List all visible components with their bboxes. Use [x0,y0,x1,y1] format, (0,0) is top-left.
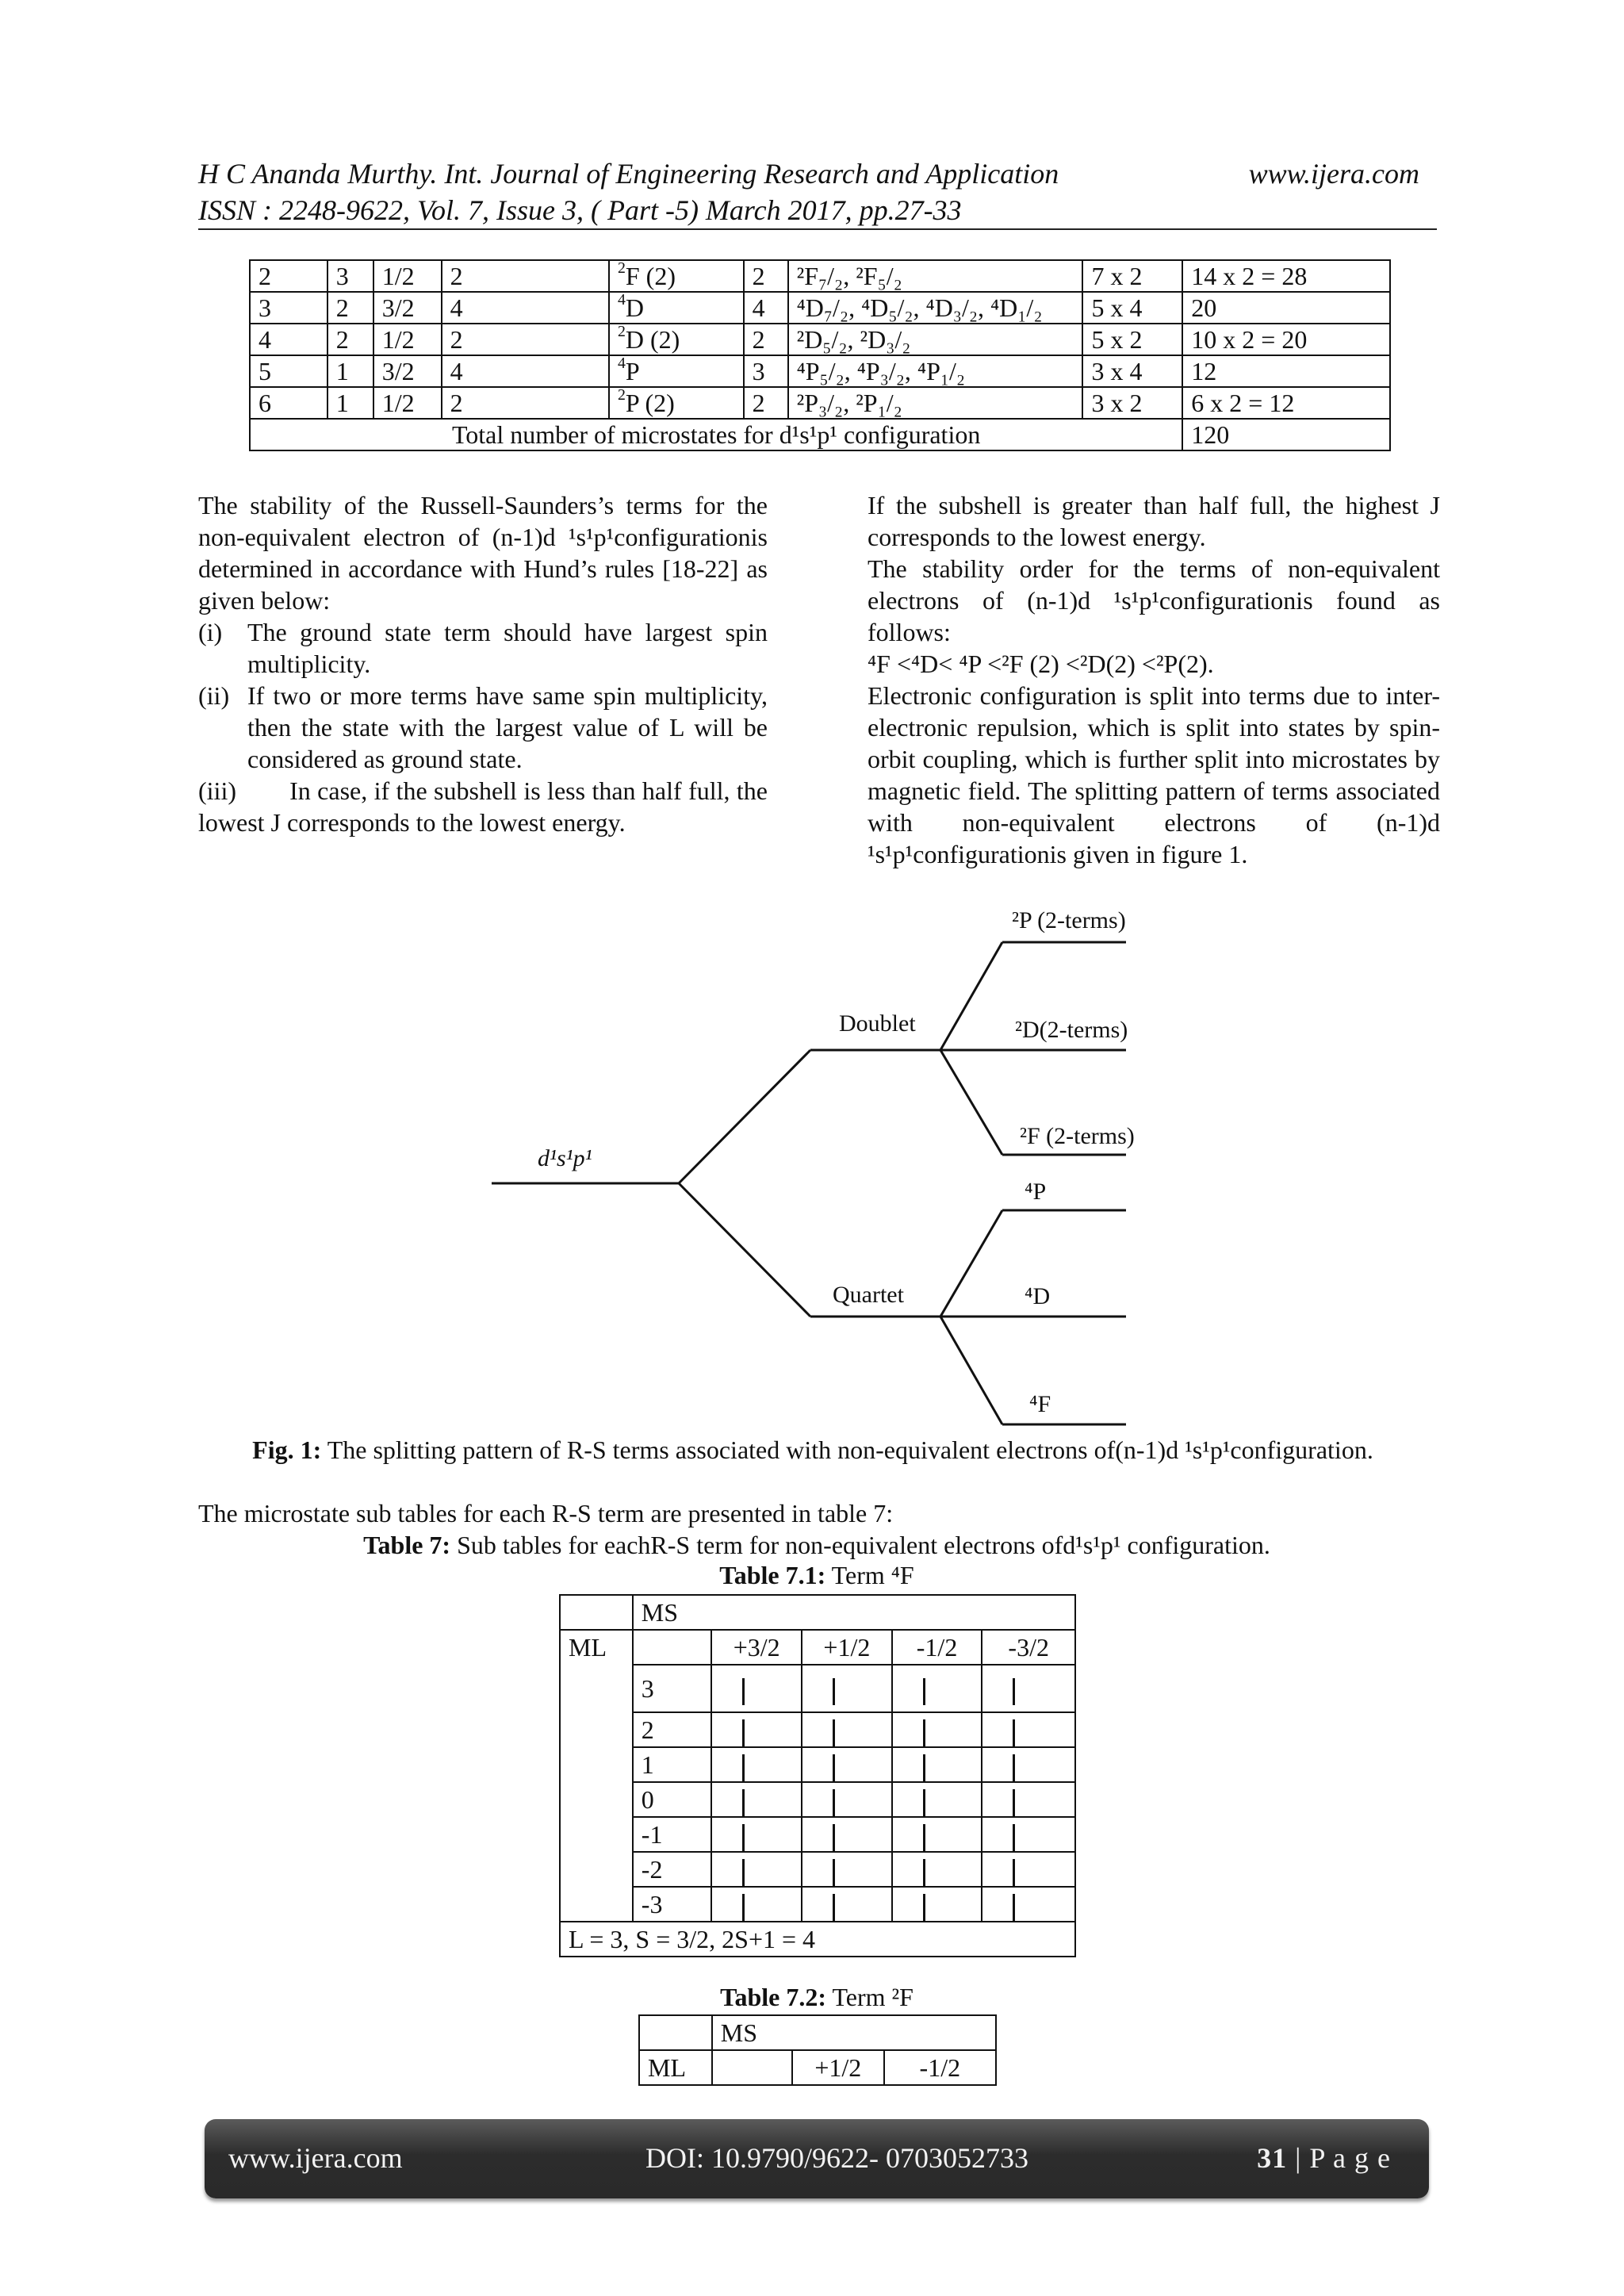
total-label: Total number of microstates for d¹s¹p¹ configuration [250,419,1182,450]
microstate-cell [982,1852,1075,1887]
l-value: 2 [327,324,373,355]
microstate-mark [923,1719,925,1746]
microstate-mark [923,1824,925,1851]
table7-title [198,1529,1435,1561]
page-footer [205,2119,1429,2198]
microstate-mark [1013,1789,1015,1816]
figure-caption-text: The splitting pattern of R-S terms associated with non-equivalent electrons of(n-1)d ¹s¹p¹configuration. [327,1435,1373,1464]
microstate-mark [1013,1824,1015,1851]
table71-row [560,1782,1075,1817]
product: 3 x 4 [1082,355,1182,387]
branch-down [679,1183,810,1317]
table72-corner [639,2015,712,2050]
row-number: 5 [250,355,327,387]
microstate-cell [802,1887,892,1922]
s-value: 1/2 [373,387,442,419]
ml-value: 3 [633,1665,712,1712]
multiplicity: 4 [442,355,609,387]
right-para-3: Electronic configuration is split into terms due to inter-electronic repulsion, which is split into states by spin-orbit coupling, which is further split into microstates by magnetic field. The splitting pattern of terms associated with non-equivalent electrons of (n-1)d ¹s¹p¹configurationis given in figure 1. [868,681,1440,868]
microstates: 6 x 2 = 12 [1182,387,1390,419]
microstate-cell [711,1817,802,1852]
microstate-mark [742,1859,745,1886]
ml-value: 0 [633,1782,712,1817]
term-multiplicity-sup: 4 [617,355,626,373]
term-multiplicity-sup: 2 [617,259,626,278]
ml-value: -2 [633,1852,712,1887]
table7-intro: The microstate sub tables for each R-S term are presented in table 7: [198,1499,894,1527]
quartet-to-4p [940,1210,1002,1317]
microstate-cell [711,1747,802,1782]
microstate-cell [802,1782,892,1817]
hund-rule [198,680,768,775]
journal-website[interactable]: www.ijera.com [1248,158,1419,190]
microstate-cell [982,1887,1075,1922]
microstate-cell [892,1887,982,1922]
multiplicity: 4 [442,292,609,324]
microstate-mark [1013,1719,1015,1746]
table71-footer: L = 3, S = 3/2, 2S+1 = 4 [560,1922,1075,1957]
states: ⁴D₇/₂, ⁴D₅/₂, ⁴D₃/₂, ⁴D₁/₂ [788,292,1083,324]
s-value: 1/2 [373,324,442,355]
microstate-cell [982,1712,1075,1747]
term [609,324,744,355]
table72-ml-label: ML [639,2050,712,2085]
table71-ms-header [633,1595,1075,1630]
microstates: 14 x 2 = 28 [1182,260,1390,292]
figure-caption [159,1434,1467,1466]
table-row [250,260,1390,292]
microstate-cell [711,1665,802,1712]
microstate-mark [923,1754,925,1781]
ms-value: +1/2 [792,2050,884,2085]
ms-value: -1/2 [892,1630,982,1665]
microstates: 12 [1182,355,1390,387]
table7-title-label: Table 7: [363,1531,451,1559]
row-number: 2 [250,260,327,292]
table71-4f [559,1594,1076,1957]
hund-rule-text: If two or more terms have same spin multiplicity, then the state with the largest value of L will be considered as ground state. [247,681,768,773]
figure-caption-label: Fig. 1: [252,1435,322,1464]
table71-row [560,1747,1075,1782]
microstate-cell [892,1665,982,1712]
hund-rule [198,616,768,680]
j-count: 4 [744,292,788,324]
term-symbol: P [625,357,640,385]
term-symbol: F (2) [625,262,676,290]
term [609,260,744,292]
microstate-cell [982,1817,1075,1852]
ml-value: -3 [633,1887,712,1922]
term-4f-label: ⁴F [1029,1391,1051,1417]
product: 7 x 2 [1082,260,1182,292]
total-row [250,419,1390,450]
microstate-mark [742,1894,745,1921]
term-4d-label: ⁴D [1025,1283,1051,1309]
right-para-1: If the subshell is greater than half full, the highest J corresponds to the lowest energy. [868,491,1440,551]
product: 5 x 2 [1082,324,1182,355]
doublet-to-2f [940,1050,1002,1155]
page-number: 31 [1257,2142,1288,2174]
microstate-mark [923,1789,925,1816]
microstate-mark [923,1859,925,1886]
footer-website[interactable]: www.ijera.com [228,2142,403,2174]
s-value: 3/2 [373,292,442,324]
microstate-mark [833,1678,835,1705]
j-count: 2 [744,324,788,355]
microstates: 20 [1182,292,1390,324]
term-2f-label: ²F (2-terms) [1020,1123,1135,1149]
states: ⁴P₅/₂, ⁴P₃/₂, ⁴P₁/₂ [788,355,1083,387]
table72-2f [638,2014,997,2086]
microstate-mark [742,1719,745,1746]
splitting-diagram [0,888,1624,1443]
ml-value: -1 [633,1817,712,1852]
table71-row [560,1887,1075,1922]
term-multiplicity-sup: 4 [617,291,626,309]
hund-rule-text: The ground state term should have largest spin multiplicity. [247,618,768,678]
l-value: 1 [327,355,373,387]
table72-blank-cell [712,2050,792,2085]
table71-blank-cell [633,1630,712,1665]
ms-value: -3/2 [982,1630,1075,1665]
microstate-mark [1013,1754,1015,1781]
microstate-cell [802,1852,892,1887]
s-value: 3/2 [373,355,442,387]
term [609,292,744,324]
states: ²F₇/₂, ²F₅/₂ [788,260,1083,292]
term-2p-label: ²P (2-terms) [1012,907,1126,933]
right-column [868,489,1440,870]
table7-title-text: Sub tables for eachR-S term for non-equivalent electrons ofd¹s¹p¹ configuration. [457,1531,1270,1559]
term-4p-label: ⁴P [1025,1179,1047,1205]
term-2d-label: ²D(2-terms) [1015,1017,1128,1043]
table71-row [560,1712,1075,1747]
microstate-cell [802,1712,892,1747]
hund-rule-number: (ii) [198,681,230,710]
microstate-cell [892,1852,982,1887]
microstate-cell [892,1817,982,1852]
microstate-cell [892,1747,982,1782]
footer-page [1257,2141,1391,2175]
j-count: 2 [744,387,788,419]
doublet-to-2p [940,942,1002,1050]
ml-value: 2 [633,1712,712,1747]
states: ²P₃/₂, ²P₁/₂ [788,387,1083,419]
ms-value: +1/2 [802,1630,892,1665]
left-column [198,489,774,838]
microstate-mark [742,1824,745,1851]
ms-value: +3/2 [711,1630,802,1665]
branch-up [679,1050,810,1183]
table-row [250,355,1390,387]
microstates: 10 x 2 = 20 [1182,324,1390,355]
table71-row [560,1852,1075,1887]
table72-title-label: Table 7.2: [720,1983,827,2011]
j-count: 3 [744,355,788,387]
row-number: 6 [250,387,327,419]
hund-intro: The stability of the Russell-Saunders’s terms for the non-equivalent electron of (n-1)d ¹s¹p¹configurationis determined in accordance with Hund’s rules [18-22] as given below: [198,491,768,615]
row-number: 3 [250,292,327,324]
microstate-mark [833,1719,835,1746]
table-row [250,387,1390,419]
doublet-label: Doublet [839,1010,916,1037]
microstate-cell [802,1665,892,1712]
microstate-mark [923,1678,925,1705]
table71-ms-label: MS [641,1598,679,1627]
root-config-label: d¹s¹p¹ [538,1145,592,1171]
s-value: 1/2 [373,260,442,292]
term-multiplicity-sup: 2 [617,323,626,341]
multiplicity: 2 [442,387,609,419]
ml-value: 1 [633,1747,712,1782]
table71-ms-values-row [560,1630,1075,1665]
microstate-mark [833,1859,835,1886]
microstate-mark [742,1789,745,1816]
quartet-to-4f [940,1317,1002,1424]
issn-line: ISSN : 2248-9622, Vol. 7, Issue 3, ( Part -5) March 2017, pp.27-33 [198,194,962,226]
ms-value: -1/2 [884,2050,996,2085]
product: 5 x 4 [1082,292,1182,324]
stability-order: ⁴F <⁴D< ⁴P <²F (2) <²D(2) <²P(2). [868,650,1214,678]
hund-rule-3: (iii) In case, if the subshell is less than half full, the lowest J corresponds to the lowest energy. [198,776,774,837]
table71-ml-label: ML [560,1630,633,1922]
microstate-cell [711,1887,802,1922]
table-row [250,324,1390,355]
microstate-cell [982,1665,1075,1712]
states: ²D₅/₂, ²D₃/₂ [788,324,1083,355]
microstate-mark [833,1754,835,1781]
table71-corner [560,1595,633,1630]
microstate-cell [711,1852,802,1887]
table71-row [560,1817,1075,1852]
microstate-mark [833,1789,835,1816]
table71-title [198,1559,1435,1591]
microstate-cell [802,1817,892,1852]
table72-title [198,1981,1435,2013]
microstate-mark [1013,1894,1015,1921]
total-value: 120 [1182,419,1390,450]
l-value: 3 [327,260,373,292]
microstate-mark [833,1894,835,1921]
header-rule [198,228,1437,230]
multiplicity: 2 [442,260,609,292]
microstate-cell [982,1782,1075,1817]
microstate-cell [982,1747,1075,1782]
l-value: 2 [327,292,373,324]
table71-row [560,1665,1075,1712]
table71-title-label: Table 7.1: [719,1561,826,1589]
microstate-cell [802,1747,892,1782]
hund-rule-number: (i) [198,618,223,646]
term [609,387,744,419]
term-multiplicity-sup: 2 [617,386,626,404]
table-row [250,292,1390,324]
table72-ms-label: MS [720,2018,758,2047]
microstate-mark [1013,1859,1015,1886]
term-symbol: D [625,293,644,322]
quartet-label: Quartet [833,1282,904,1308]
right-para-2: The stability order for the terms of non-equivalent electrons of (n-1)d ¹s¹p¹configurationis found as follows: [868,554,1440,646]
microstate-mark [833,1824,835,1851]
microstate-mark [1013,1678,1015,1705]
microstate-mark [742,1754,745,1781]
microstate-cell [892,1712,982,1747]
term-symbol: P (2) [625,389,675,417]
table71-title-text: Term ⁴F [831,1561,914,1589]
running-header [198,155,1419,228]
row-number: 4 [250,324,327,355]
j-count: 2 [744,260,788,292]
microstate-cell [711,1782,802,1817]
microstate-cell [892,1782,982,1817]
hund-rules-list [198,616,768,775]
table72-ms-header [712,2015,996,2050]
term-symbol: D (2) [625,325,680,354]
l-value: 1 [327,387,373,419]
multiplicity: 2 [442,324,609,355]
microstate-mark [742,1678,745,1705]
term [609,355,744,387]
journal-citation: H C Ananda Murthy. Int. Journal of Engineering Research and Application [198,158,1059,190]
microstate-mark [923,1894,925,1921]
microstate-cell [711,1712,802,1747]
rs-terms-table [249,259,1391,451]
footer-doi[interactable]: DOI: 10.9790/9622- 0703052733 [645,2142,1028,2174]
table72-title-text: Term ²F [832,1983,914,2011]
product: 3 x 2 [1082,387,1182,419]
page-label: | P a g e [1287,2142,1391,2174]
